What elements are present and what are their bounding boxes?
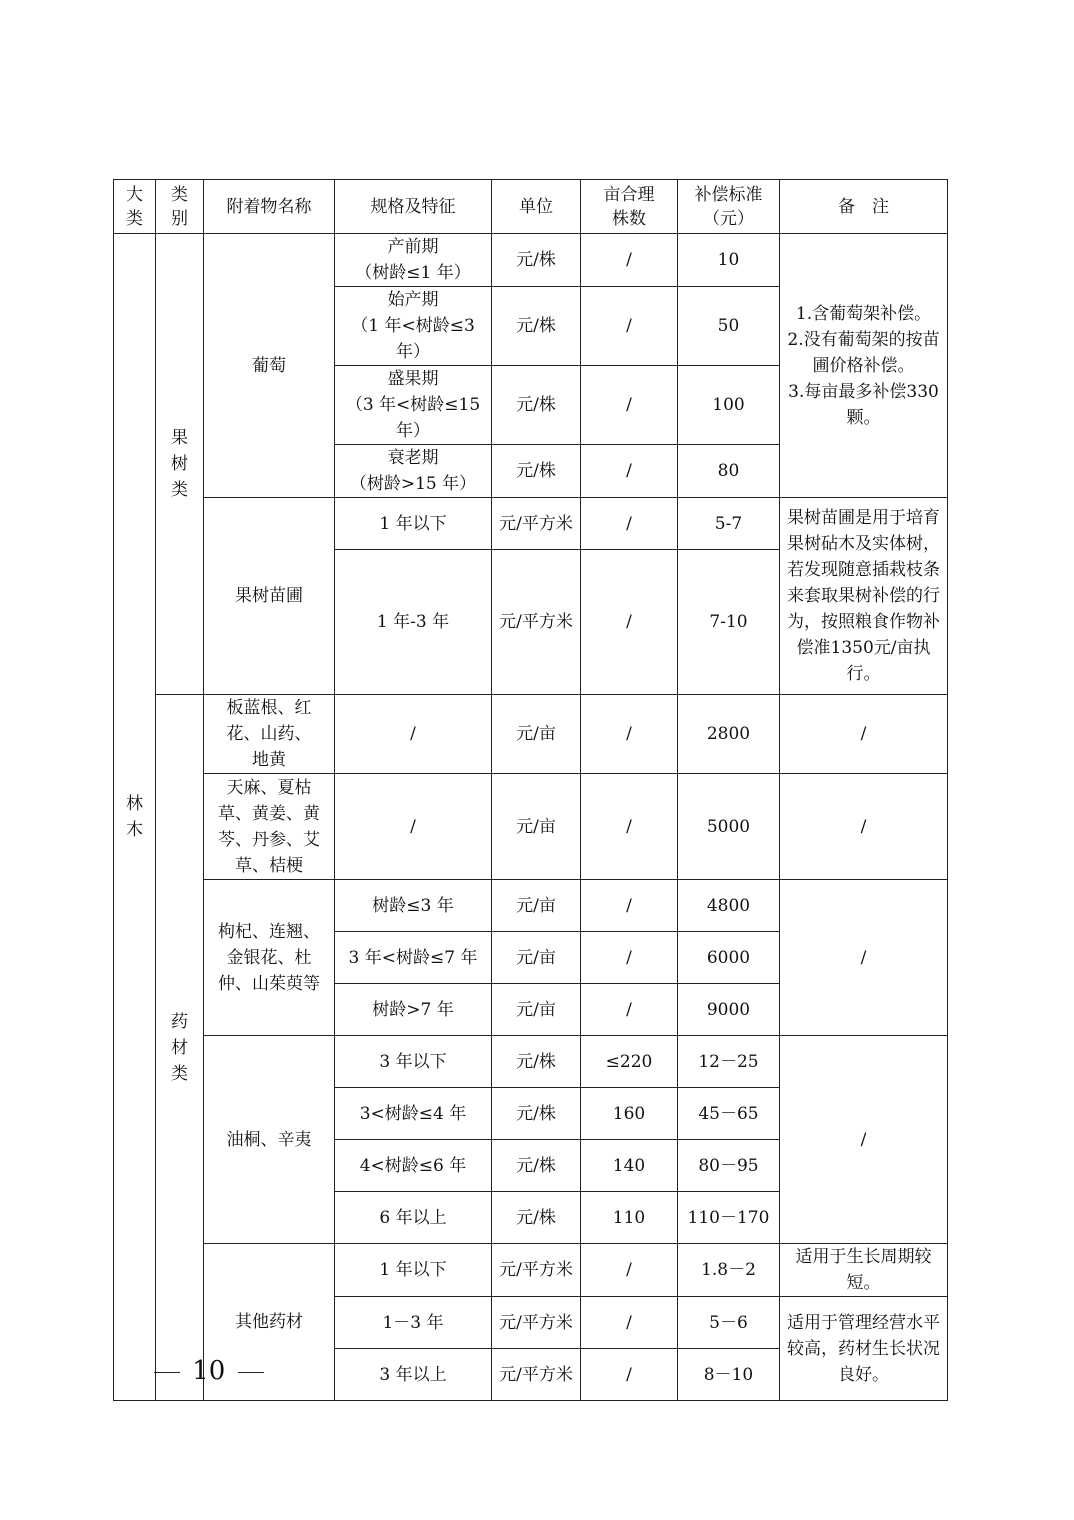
item-name: 其他药材 — [204, 1244, 335, 1401]
unit-cell: 元/平方米 — [492, 1297, 581, 1349]
density-cell: / — [581, 445, 678, 498]
spec-cell: 1 年以下 — [335, 1244, 492, 1297]
spec-cell: 3 年以下 — [335, 1036, 492, 1088]
header-name: 附着物名称 — [204, 180, 335, 234]
table-row — [114, 695, 948, 774]
unit-cell: 元/亩 — [492, 695, 581, 774]
item-name: 油桐、辛夷 — [204, 1036, 335, 1244]
dash-right — [238, 1372, 264, 1373]
unit-cell: 元/株 — [492, 1140, 581, 1192]
note-cell: 1.含葡萄架补偿。 2.没有葡萄架的按苗圃价格补偿。 3.每亩最多补偿330颗。 — [780, 234, 948, 498]
price-cell: 12－25 — [678, 1036, 780, 1088]
density-cell: / — [581, 366, 678, 445]
spec-cell: / — [335, 695, 492, 774]
unit-cell: 元/亩 — [492, 984, 581, 1036]
note-cell: 适用于管理经营水平较高，药材生长状况良好。 — [780, 1297, 948, 1401]
item-name: 果树苗圃 — [204, 498, 335, 695]
spec-cell: 6 年以上 — [335, 1192, 492, 1244]
spec-cell: 3 年<树龄≤7 年 — [335, 932, 492, 984]
density-cell: / — [581, 1349, 678, 1401]
density-cell: / — [581, 695, 678, 774]
table-row — [114, 1244, 948, 1297]
category-medicine-cell: 药材类 — [156, 695, 204, 1401]
spec-cell: 盛果期 （3 年<树龄≤15 年） — [335, 366, 492, 445]
note-cell: / — [780, 774, 948, 880]
price-cell: 2800 — [678, 695, 780, 774]
price-cell: 80 — [678, 445, 780, 498]
header-spec: 规格及特征 — [335, 180, 492, 234]
density-cell: / — [581, 880, 678, 932]
density-cell: / — [581, 498, 678, 550]
page-number: 10 — [192, 1356, 226, 1386]
header-row — [114, 180, 948, 234]
density-cell: / — [581, 932, 678, 984]
price-cell: 8－10 — [678, 1349, 780, 1401]
unit-cell: 元/株 — [492, 366, 581, 445]
spec-cell: / — [335, 774, 492, 880]
spec-cell: 3 年以上 — [335, 1349, 492, 1401]
item-name: 天麻、夏枯 草、黄姜、黄 芩、丹参、艾 草、桔梗 — [204, 774, 335, 880]
unit-cell: 元/平方米 — [492, 550, 581, 695]
table-row — [114, 1036, 948, 1088]
header-category: 类 别 — [156, 180, 204, 234]
density-cell: 160 — [581, 1088, 678, 1140]
price-cell: 4800 — [678, 880, 780, 932]
density-cell: 110 — [581, 1192, 678, 1244]
unit-cell: 元/株 — [492, 1192, 581, 1244]
note-cell: / — [780, 880, 948, 1036]
density-cell: / — [581, 984, 678, 1036]
unit-cell: 元/亩 — [492, 880, 581, 932]
header-unit: 单位 — [492, 180, 581, 234]
note-cell: 适用于生长周期较短。 — [780, 1244, 948, 1297]
header-price: 补偿标准 （元） — [678, 180, 780, 234]
unit-cell: 元/株 — [492, 445, 581, 498]
unit-cell: 元/平方米 — [492, 498, 581, 550]
unit-cell: 元/株 — [492, 287, 581, 366]
density-cell: / — [581, 550, 678, 695]
price-cell: 50 — [678, 287, 780, 366]
spec-cell: 1 年以下 — [335, 498, 492, 550]
density-cell: / — [581, 1297, 678, 1349]
price-cell: 1.8－2 — [678, 1244, 780, 1297]
unit-cell: 元/株 — [492, 234, 581, 287]
price-cell: 6000 — [678, 932, 780, 984]
price-cell: 110－170 — [678, 1192, 780, 1244]
table-row — [114, 498, 948, 550]
compensation-table — [113, 179, 948, 1401]
header-density: 亩合理 株数 — [581, 180, 678, 234]
density-cell: / — [581, 234, 678, 287]
unit-cell: 元/株 — [492, 1036, 581, 1088]
price-cell: 5-7 — [678, 498, 780, 550]
price-cell: 80－95 — [678, 1140, 780, 1192]
item-name: 枸杞、连翘、 金银花、杜 仲、山茱萸等 — [204, 880, 335, 1036]
price-cell: 7-10 — [678, 550, 780, 695]
spec-cell: 树龄≤3 年 — [335, 880, 492, 932]
spec-cell: 1－3 年 — [335, 1297, 492, 1349]
big-category-cell: 林木 — [114, 234, 156, 1401]
header-note: 备 注 — [780, 180, 948, 234]
price-cell: 5－6 — [678, 1297, 780, 1349]
price-cell: 45－65 — [678, 1088, 780, 1140]
spec-cell: 4<树龄≤6 年 — [335, 1140, 492, 1192]
note-cell: / — [780, 1036, 948, 1244]
note-cell: 果树苗圃是用于培育果树砧木及实体树，若发现随意插栽枝条来套取果树补偿的行为，按照粮食作物补偿准1350元/亩执行。 — [780, 498, 948, 695]
table-row — [114, 234, 948, 287]
density-cell: / — [581, 1244, 678, 1297]
price-cell: 100 — [678, 366, 780, 445]
item-name: 板蓝根、红 花、山药、 地黄 — [204, 695, 335, 774]
unit-cell: 元/亩 — [492, 774, 581, 880]
spec-cell: 1 年-3 年 — [335, 550, 492, 695]
category-fruit-cell: 果树类 — [156, 234, 204, 695]
note-cell: / — [780, 695, 948, 774]
item-name: 葡萄 — [204, 234, 335, 498]
density-cell: / — [581, 774, 678, 880]
page-footer — [150, 1356, 268, 1386]
spec-cell: 始产期 （1 年<树龄≤3 年） — [335, 287, 492, 366]
unit-cell: 元/株 — [492, 1088, 581, 1140]
unit-cell: 元/亩 — [492, 932, 581, 984]
header-big-category: 大 类 — [114, 180, 156, 234]
table-row — [114, 774, 948, 880]
density-cell: ≤220 — [581, 1036, 678, 1088]
spec-cell: 衰老期 （树龄>15 年） — [335, 445, 492, 498]
unit-cell: 元/平方米 — [492, 1349, 581, 1401]
spec-cell: 3<树龄≤4 年 — [335, 1088, 492, 1140]
density-cell: / — [581, 287, 678, 366]
price-cell: 5000 — [678, 774, 780, 880]
spec-cell: 产前期 （树龄≤1 年） — [335, 234, 492, 287]
table-row — [114, 880, 948, 932]
dash-left — [154, 1372, 180, 1373]
unit-cell: 元/平方米 — [492, 1244, 581, 1297]
price-cell: 9000 — [678, 984, 780, 1036]
spec-cell: 树龄>7 年 — [335, 984, 492, 1036]
density-cell: 140 — [581, 1140, 678, 1192]
price-cell: 10 — [678, 234, 780, 287]
